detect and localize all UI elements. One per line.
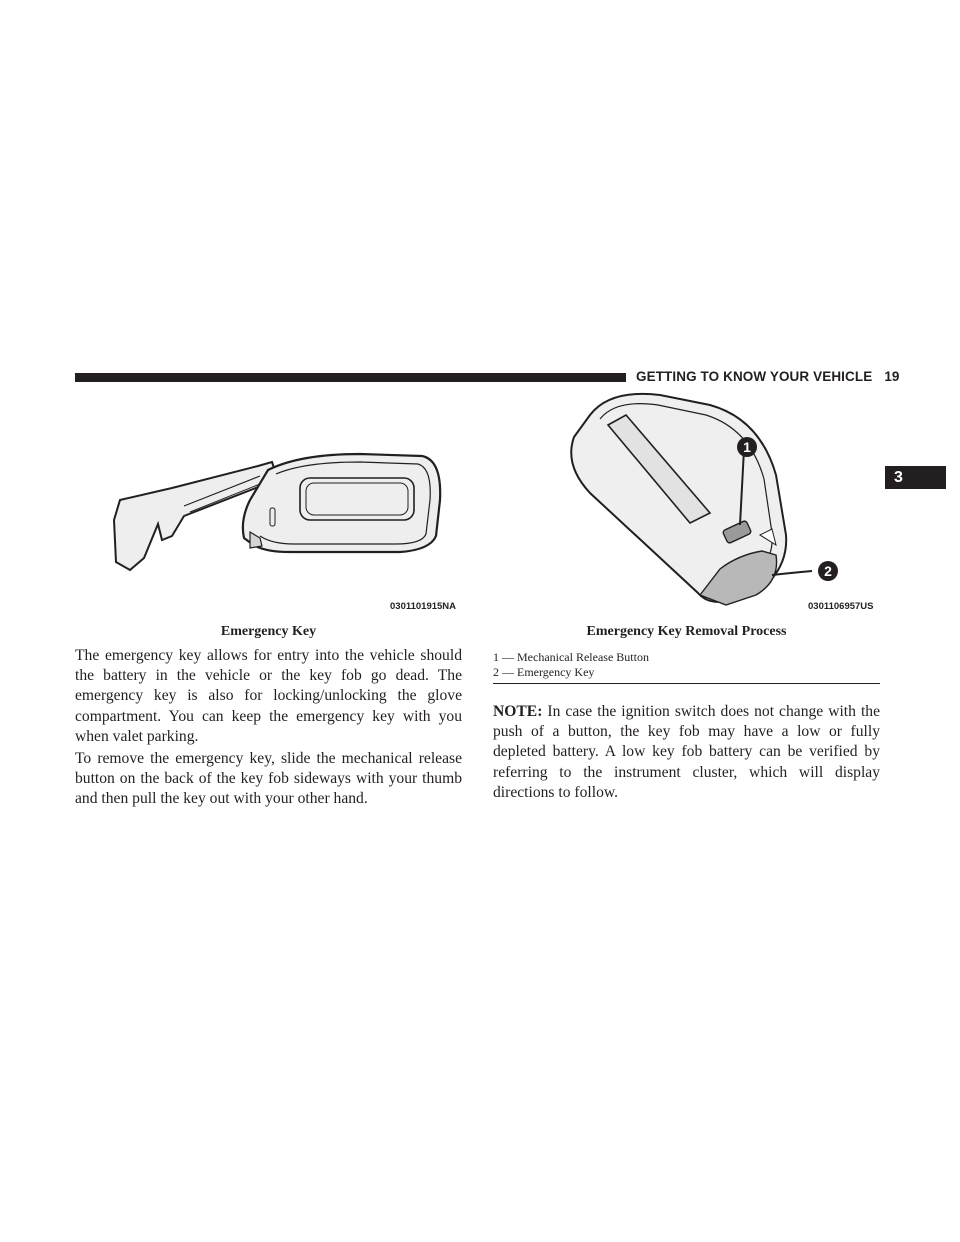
chapter-tab: 3 [885,466,946,489]
running-header [636,369,900,384]
figure-code-left: 0301101915NA [390,601,457,612]
note-text: In case the ignition switch does not change with the push of a button, the key fob may have a low or fully depleted battery. A low key fob battery can be verified by referring to the instrument cluster, which will display directions to follow. [493,703,880,801]
emergency-key-illustration [100,440,470,600]
figure-caption-left: Emergency Key [220,624,317,639]
figure-caption-right: Emergency Key Removal Process [586,624,787,639]
body-paragraph-1: The emergency key allows for entry into the vehicle should the battery in the vehicle or the key fob go dead. The emergency key is also for locking/unlocking the glove compartment. You can keep the emergency key with you when valet parking. [75,647,462,745]
callout-1: 1 [743,439,751,455]
legend-item-2: 2 — Emergency Key [493,665,595,679]
callout-2: 2 [824,563,832,579]
note-label: NOTE: [493,703,543,720]
body-paragraph-2: To remove the emergency key, slide the mechanical release button on the back of the key fob sideways with your thumb and then pull the key out with your other hand. [75,750,462,808]
figure-code-right: 0301106957US [808,601,874,612]
removal-process-illustration [550,385,850,610]
header-rule [75,373,626,382]
note-paragraph [493,702,880,803]
legend-rule [493,683,880,684]
section-title: GETTING TO KNOW YOUR VEHICLE [636,369,873,384]
figure-legend [493,650,880,684]
page-number: 19 [884,369,900,384]
legend-item-1: 1 — Mechanical Release Button [493,650,649,664]
